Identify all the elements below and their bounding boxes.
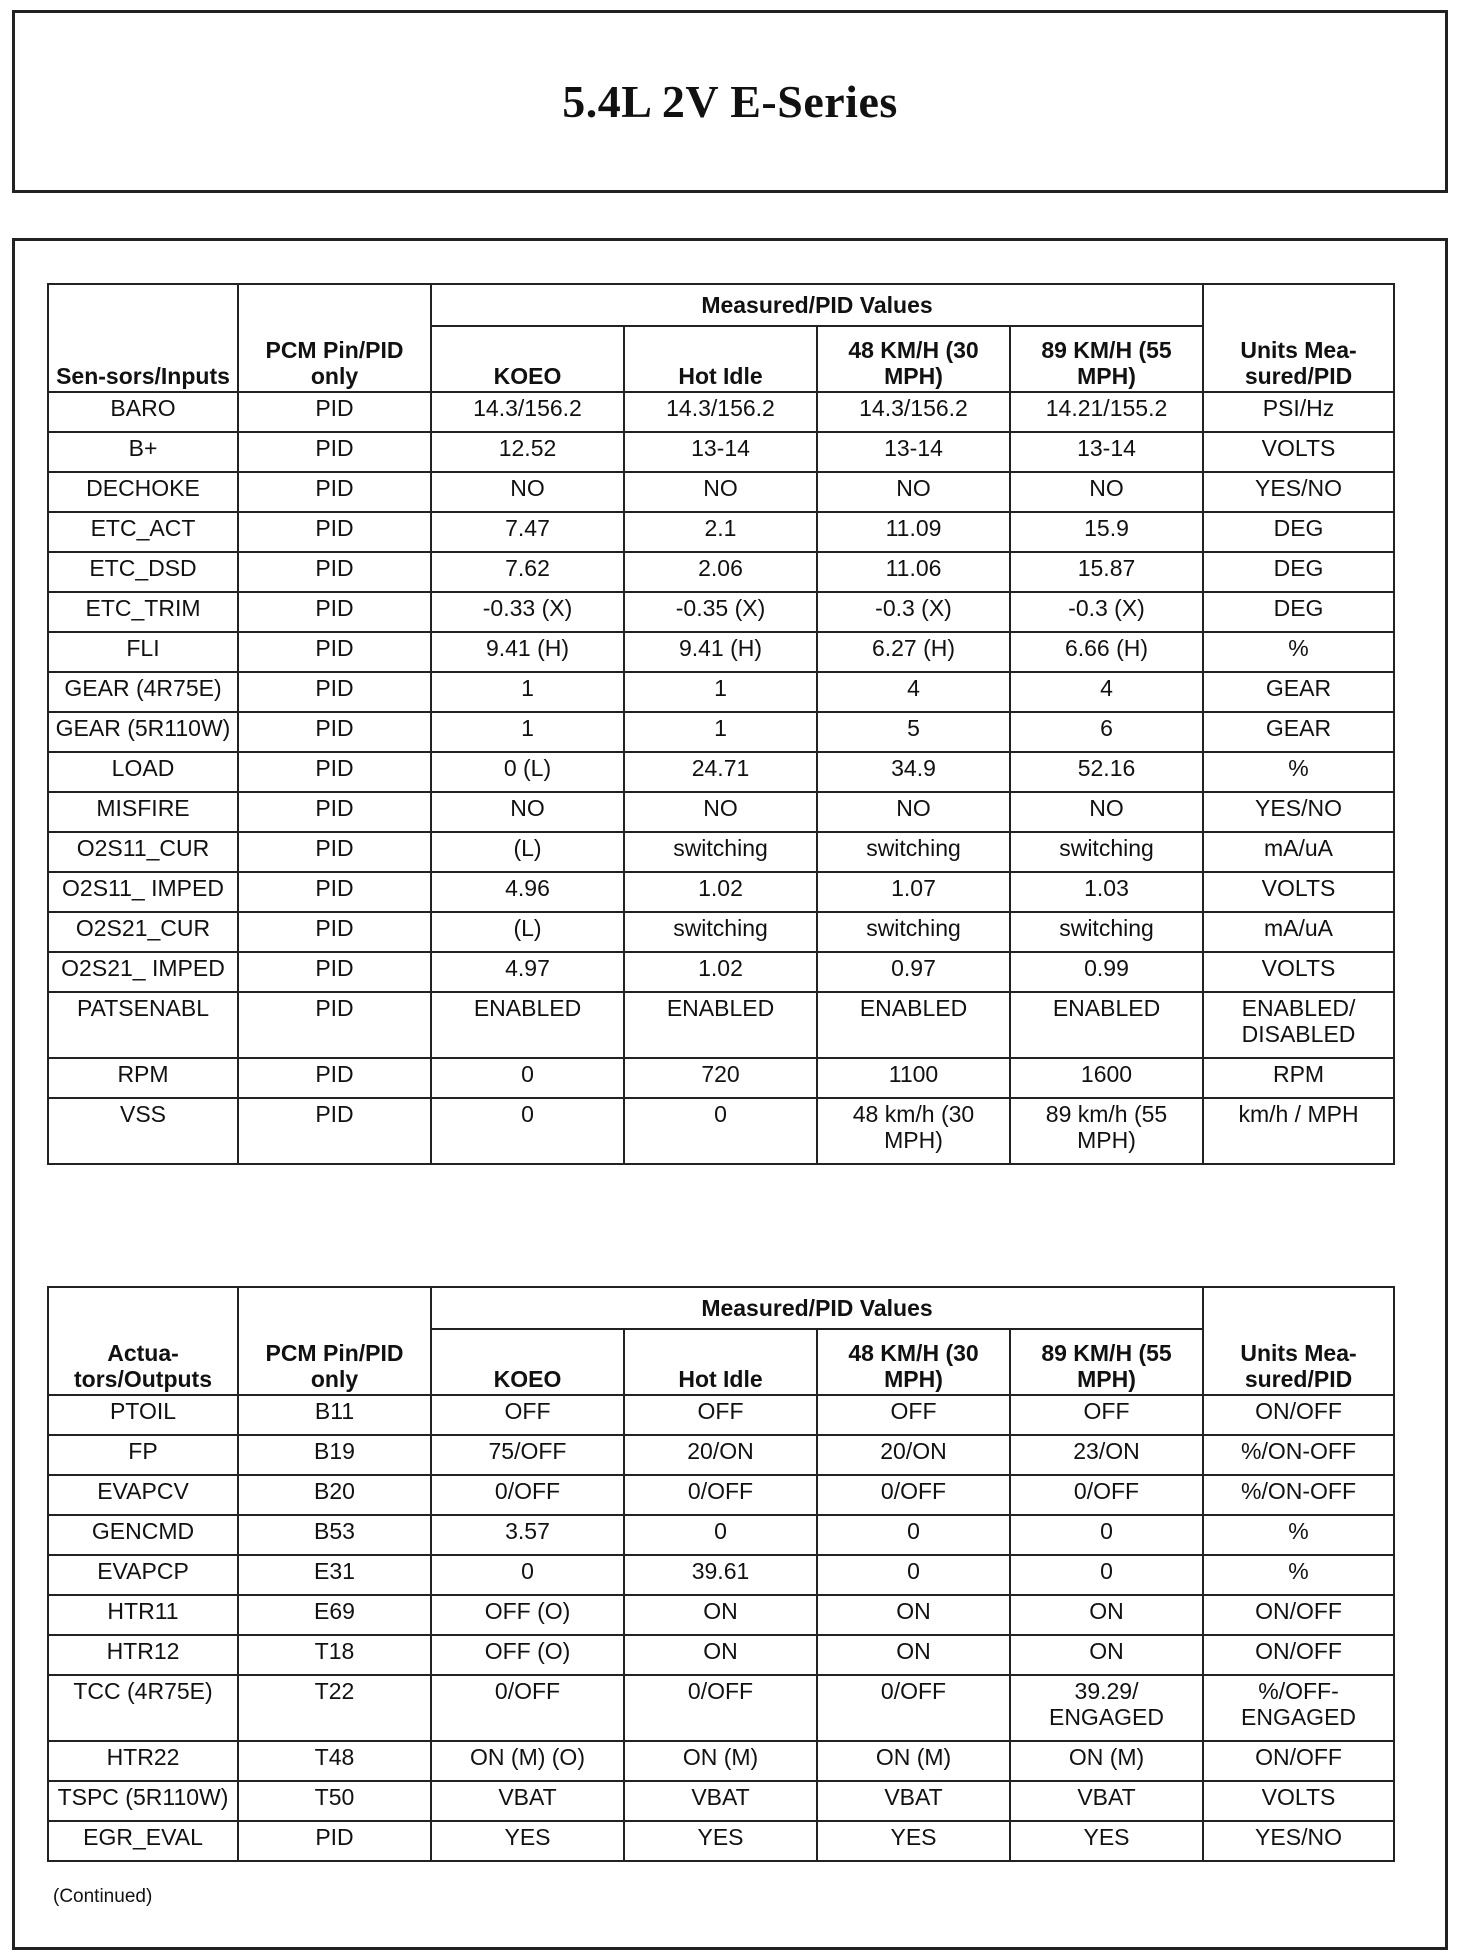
pcm-pin-cell: PID: [238, 1058, 431, 1098]
units-cell: DEG: [1203, 592, 1394, 632]
89kmh-cell: 0/OFF: [1010, 1475, 1203, 1515]
pcm-pin-cell: PID: [238, 432, 431, 472]
units-cell: ON/OFF: [1203, 1635, 1394, 1675]
koeo-cell: 0 (L): [431, 752, 624, 792]
hot-idle-cell: NO: [624, 472, 817, 512]
pcm-pin-cell: PID: [238, 752, 431, 792]
signal-name-cell: EGR_EVAL: [48, 1821, 238, 1861]
pcm-pin-cell: T48: [238, 1741, 431, 1781]
signal-name-cell: EVAPCV: [48, 1475, 238, 1515]
pcm-pin-cell: PID: [238, 392, 431, 432]
table-row: [48, 552, 1394, 592]
pcm-pin-cell: PID: [238, 992, 431, 1058]
89kmh-cell: VBAT: [1010, 1781, 1203, 1821]
signal-name-cell: BARO: [48, 392, 238, 432]
hot-idle-cell: 1: [624, 672, 817, 712]
hot-idle-cell: 0/OFF: [624, 1475, 817, 1515]
hot-idle-cell: ON: [624, 1635, 817, 1675]
89kmh-cell: 15.87: [1010, 552, 1203, 592]
48kmh-cell: -0.3 (X): [817, 592, 1010, 632]
koeo-cell: 75/OFF: [431, 1435, 624, 1475]
koeo-cell: 1: [431, 712, 624, 752]
48kmh-cell: NO: [817, 792, 1010, 832]
units-cell: %: [1203, 1515, 1394, 1555]
units-cell: %/ON-OFF: [1203, 1475, 1394, 1515]
pcm-pin-cell: B19: [238, 1435, 431, 1475]
units-cell: VOLTS: [1203, 432, 1394, 472]
89kmh-cell: YES: [1010, 1821, 1203, 1861]
hot-idle-cell: 24.71: [624, 752, 817, 792]
pcm-pin-cell: PID: [238, 1098, 431, 1164]
units-cell: YES/NO: [1203, 1821, 1394, 1861]
89kmh-cell: 1600: [1010, 1058, 1203, 1098]
koeo-cell: ENABLED: [431, 992, 624, 1058]
table-row: [48, 912, 1394, 952]
signal-name-cell: ETC_DSD: [48, 552, 238, 592]
table-row: [48, 1555, 1394, 1595]
header-hot-idle: Hot Idle: [624, 1329, 817, 1395]
89kmh-cell: ON: [1010, 1595, 1203, 1635]
hot-idle-cell: -0.35 (X): [624, 592, 817, 632]
units-cell: VOLTS: [1203, 952, 1394, 992]
koeo-cell: 9.41 (H): [431, 632, 624, 672]
units-cell: YES/NO: [1203, 792, 1394, 832]
89kmh-cell: 89 km/h (55 MPH): [1010, 1098, 1203, 1164]
hot-idle-cell: 1.02: [624, 952, 817, 992]
48kmh-cell: 0: [817, 1515, 1010, 1555]
signal-name-cell: ETC_TRIM: [48, 592, 238, 632]
signal-name-cell: O2S21_CUR: [48, 912, 238, 952]
units-cell: ON/OFF: [1203, 1395, 1394, 1435]
units-cell: GEAR: [1203, 672, 1394, 712]
units-cell: RPM: [1203, 1058, 1394, 1098]
signal-name-cell: MISFIRE: [48, 792, 238, 832]
table-row: [48, 632, 1394, 672]
pcm-pin-cell: E31: [238, 1555, 431, 1595]
pcm-pin-cell: PID: [238, 712, 431, 752]
koeo-cell: 0/OFF: [431, 1475, 624, 1515]
table-row: [48, 1098, 1394, 1164]
48kmh-cell: ON (M): [817, 1741, 1010, 1781]
hot-idle-cell: 39.61: [624, 1555, 817, 1595]
hot-idle-cell: NO: [624, 792, 817, 832]
hot-idle-cell: ON: [624, 1595, 817, 1635]
units-cell: GEAR: [1203, 712, 1394, 752]
hot-idle-cell: 2.06: [624, 552, 817, 592]
89kmh-cell: ON (M): [1010, 1741, 1203, 1781]
hot-idle-cell: YES: [624, 1821, 817, 1861]
pcm-pin-cell: PID: [238, 472, 431, 512]
89kmh-cell: 23/ON: [1010, 1435, 1203, 1475]
hot-idle-cell: 0: [624, 1515, 817, 1555]
48kmh-cell: ON: [817, 1595, 1010, 1635]
page-title: 5.4L 2V E-Series: [562, 76, 898, 127]
48kmh-cell: 11.06: [817, 552, 1010, 592]
table-row: [48, 1741, 1394, 1781]
pcm-pin-cell: PID: [238, 512, 431, 552]
pcm-pin-cell: PID: [238, 792, 431, 832]
header-measured-values: Measured/PID Values: [431, 284, 1203, 326]
89kmh-cell: ENABLED: [1010, 992, 1203, 1058]
header-89kmh: 89 KM/H (55 MPH): [1010, 1329, 1203, 1395]
koeo-cell: 0: [431, 1058, 624, 1098]
header-pcm-pin: PCM Pin/PID only: [238, 1287, 431, 1395]
89kmh-cell: 4: [1010, 672, 1203, 712]
header-units: Units Mea-sured/PID: [1203, 1287, 1394, 1395]
48kmh-cell: 0/OFF: [817, 1675, 1010, 1741]
pcm-pin-cell: PID: [238, 592, 431, 632]
table-row: [48, 872, 1394, 912]
48kmh-cell: 1.07: [817, 872, 1010, 912]
89kmh-cell: 0: [1010, 1555, 1203, 1595]
table-row: [48, 1781, 1394, 1821]
hot-idle-cell: 14.3/156.2: [624, 392, 817, 432]
koeo-cell: OFF (O): [431, 1595, 624, 1635]
pcm-pin-cell: T50: [238, 1781, 431, 1821]
signal-name-cell: TSPC (5R110W): [48, 1781, 238, 1821]
header-measured-values: Measured/PID Values: [431, 1287, 1203, 1329]
units-cell: DEG: [1203, 512, 1394, 552]
units-cell: ON/OFF: [1203, 1741, 1394, 1781]
signal-name-cell: HTR12: [48, 1635, 238, 1675]
hot-idle-cell: switching: [624, 912, 817, 952]
koeo-cell: VBAT: [431, 1781, 624, 1821]
koeo-cell: ON (M) (O): [431, 1741, 624, 1781]
units-cell: VOLTS: [1203, 872, 1394, 912]
48kmh-cell: NO: [817, 472, 1010, 512]
signal-name-cell: PATSENABL: [48, 992, 238, 1058]
koeo-cell: NO: [431, 472, 624, 512]
koeo-cell: 4.97: [431, 952, 624, 992]
continued-note: (Continued): [53, 1886, 153, 1907]
48kmh-cell: 5: [817, 712, 1010, 752]
pcm-pin-cell: PID: [238, 1821, 431, 1861]
signal-name-cell: HTR22: [48, 1741, 238, 1781]
units-cell: VOLTS: [1203, 1781, 1394, 1821]
signal-name-cell: ETC_ACT: [48, 512, 238, 552]
pcm-pin-cell: B20: [238, 1475, 431, 1515]
units-cell: %: [1203, 752, 1394, 792]
sensors-inputs-table: [47, 283, 1395, 1165]
signal-name-cell: O2S21_ IMPED: [48, 952, 238, 992]
hot-idle-cell: 720: [624, 1058, 817, 1098]
hot-idle-cell: 13-14: [624, 432, 817, 472]
koeo-cell: YES: [431, 1821, 624, 1861]
signal-name-cell: RPM: [48, 1058, 238, 1098]
table-row: [48, 1515, 1394, 1555]
48kmh-cell: 20/ON: [817, 1435, 1010, 1475]
48kmh-cell: YES: [817, 1821, 1010, 1861]
48kmh-cell: ENABLED: [817, 992, 1010, 1058]
signal-name-cell: TCC (4R75E): [48, 1675, 238, 1741]
units-cell: DEG: [1203, 552, 1394, 592]
units-cell: %/ON-OFF: [1203, 1435, 1394, 1475]
koeo-cell: NO: [431, 792, 624, 832]
hot-idle-cell: ON (M): [624, 1741, 817, 1781]
89kmh-cell: switching: [1010, 912, 1203, 952]
units-cell: mA/uA: [1203, 832, 1394, 872]
header-pcm-pin: PCM Pin/PID only: [238, 284, 431, 392]
hot-idle-cell: switching: [624, 832, 817, 872]
koeo-cell: 0: [431, 1098, 624, 1164]
signal-name-cell: GEAR (4R75E): [48, 672, 238, 712]
table-row: [48, 1475, 1394, 1515]
signal-name-cell: GENCMD: [48, 1515, 238, 1555]
48kmh-cell: 13-14: [817, 432, 1010, 472]
89kmh-cell: 0: [1010, 1515, 1203, 1555]
signal-name-cell: EVAPCP: [48, 1555, 238, 1595]
89kmh-cell: NO: [1010, 792, 1203, 832]
hot-idle-cell: ENABLED: [624, 992, 817, 1058]
signal-name-cell: O2S11_CUR: [48, 832, 238, 872]
koeo-cell: 14.3/156.2: [431, 392, 624, 432]
89kmh-cell: 13-14: [1010, 432, 1203, 472]
koeo-cell: 3.57: [431, 1515, 624, 1555]
signal-name-cell: DECHOKE: [48, 472, 238, 512]
89kmh-cell: switching: [1010, 832, 1203, 872]
89kmh-cell: ON: [1010, 1635, 1203, 1675]
signal-name-cell: O2S11_ IMPED: [48, 872, 238, 912]
header-koeo: KOEO: [431, 326, 624, 392]
pcm-pin-cell: PID: [238, 552, 431, 592]
48kmh-cell: 0.97: [817, 952, 1010, 992]
table-row: [48, 672, 1394, 712]
48kmh-cell: ON: [817, 1635, 1010, 1675]
89kmh-cell: 6.66 (H): [1010, 632, 1203, 672]
header-48kmh: 48 KM/H (30 MPH): [817, 326, 1010, 392]
koeo-cell: (L): [431, 832, 624, 872]
48kmh-cell: 0/OFF: [817, 1475, 1010, 1515]
koeo-cell: 12.52: [431, 432, 624, 472]
header-hot-idle: Hot Idle: [624, 326, 817, 392]
koeo-cell: 0: [431, 1555, 624, 1595]
units-cell: ENABLED/ DISABLED: [1203, 992, 1394, 1058]
table-row: [48, 1635, 1394, 1675]
48kmh-cell: 11.09: [817, 512, 1010, 552]
koeo-cell: OFF (O): [431, 1635, 624, 1675]
table-row: [48, 1675, 1394, 1741]
koeo-cell: (L): [431, 912, 624, 952]
koeo-cell: 1: [431, 672, 624, 712]
48kmh-cell: 1100: [817, 1058, 1010, 1098]
pcm-pin-cell: PID: [238, 672, 431, 712]
table-row: [48, 1435, 1394, 1475]
table-row: [48, 1595, 1394, 1635]
signal-name-cell: PTOIL: [48, 1395, 238, 1435]
header-actuators-outputs: Actua-tors/Outputs: [48, 1287, 238, 1395]
48kmh-cell: switching: [817, 832, 1010, 872]
89kmh-cell: NO: [1010, 472, 1203, 512]
units-cell: mA/uA: [1203, 912, 1394, 952]
header-48kmh: 48 KM/H (30 MPH): [817, 1329, 1010, 1395]
koeo-cell: 7.47: [431, 512, 624, 552]
koeo-cell: 7.62: [431, 552, 624, 592]
pcm-pin-cell: E69: [238, 1595, 431, 1635]
pcm-pin-cell: PID: [238, 832, 431, 872]
hot-idle-cell: 2.1: [624, 512, 817, 552]
48kmh-cell: 34.9: [817, 752, 1010, 792]
89kmh-cell: 1.03: [1010, 872, 1203, 912]
89kmh-cell: 14.21/155.2: [1010, 392, 1203, 432]
koeo-cell: 4.96: [431, 872, 624, 912]
signal-name-cell: FLI: [48, 632, 238, 672]
pcm-pin-cell: PID: [238, 872, 431, 912]
koeo-cell: OFF: [431, 1395, 624, 1435]
table-row: [48, 952, 1394, 992]
hot-idle-cell: 1: [624, 712, 817, 752]
89kmh-cell: 6: [1010, 712, 1203, 752]
table-row: [48, 472, 1394, 512]
hot-idle-cell: 9.41 (H): [624, 632, 817, 672]
48kmh-cell: OFF: [817, 1395, 1010, 1435]
signal-name-cell: GEAR (5R110W): [48, 712, 238, 752]
table-row: [48, 512, 1394, 552]
89kmh-cell: OFF: [1010, 1395, 1203, 1435]
hot-idle-cell: 20/ON: [624, 1435, 817, 1475]
header-koeo: KOEO: [431, 1329, 624, 1395]
table-row: [48, 392, 1394, 432]
89kmh-cell: 39.29/ ENGAGED: [1010, 1675, 1203, 1741]
pcm-pin-cell: T18: [238, 1635, 431, 1675]
units-cell: %: [1203, 1555, 1394, 1595]
pcm-pin-cell: PID: [238, 632, 431, 672]
actuators-outputs-table: [47, 1286, 1395, 1862]
signal-name-cell: LOAD: [48, 752, 238, 792]
table-row: [48, 1821, 1394, 1861]
pcm-pin-cell: PID: [238, 912, 431, 952]
header-units: Units Mea-sured/PID: [1203, 284, 1394, 392]
hot-idle-cell: VBAT: [624, 1781, 817, 1821]
pcm-pin-cell: B11: [238, 1395, 431, 1435]
signal-name-cell: FP: [48, 1435, 238, 1475]
table-row: [48, 1058, 1394, 1098]
hot-idle-cell: 1.02: [624, 872, 817, 912]
signal-name-cell: VSS: [48, 1098, 238, 1164]
89kmh-cell: 52.16: [1010, 752, 1203, 792]
table-row: [48, 992, 1394, 1058]
48kmh-cell: 6.27 (H): [817, 632, 1010, 672]
units-cell: PSI/Hz: [1203, 392, 1394, 432]
header-sensors-inputs: Sen-sors/Inputs: [48, 284, 238, 392]
title-box: [12, 10, 1448, 193]
89kmh-cell: -0.3 (X): [1010, 592, 1203, 632]
koeo-cell: -0.33 (X): [431, 592, 624, 632]
table-row: [48, 432, 1394, 472]
units-cell: %: [1203, 632, 1394, 672]
hot-idle-cell: 0/OFF: [624, 1675, 817, 1741]
hot-idle-cell: 0: [624, 1098, 817, 1164]
units-cell: %/OFF-ENGAGED: [1203, 1675, 1394, 1741]
48kmh-cell: 4: [817, 672, 1010, 712]
table-row: [48, 1395, 1394, 1435]
89kmh-cell: 15.9: [1010, 512, 1203, 552]
table-row: [48, 712, 1394, 752]
header-89kmh: 89 KM/H (55 MPH): [1010, 326, 1203, 392]
units-cell: ON/OFF: [1203, 1595, 1394, 1635]
hot-idle-cell: OFF: [624, 1395, 817, 1435]
units-cell: km/h / MPH: [1203, 1098, 1394, 1164]
signal-name-cell: B+: [48, 432, 238, 472]
table-row: [48, 832, 1394, 872]
48kmh-cell: 0: [817, 1555, 1010, 1595]
48kmh-cell: VBAT: [817, 1781, 1010, 1821]
pcm-pin-cell: PID: [238, 952, 431, 992]
pcm-pin-cell: T22: [238, 1675, 431, 1741]
signal-name-cell: HTR11: [48, 1595, 238, 1635]
koeo-cell: 0/OFF: [431, 1675, 624, 1741]
table-row: [48, 752, 1394, 792]
table-row: [48, 792, 1394, 832]
pcm-pin-cell: B53: [238, 1515, 431, 1555]
table-row: [48, 592, 1394, 632]
48kmh-cell: 48 km/h (30 MPH): [817, 1098, 1010, 1164]
89kmh-cell: 0.99: [1010, 952, 1203, 992]
48kmh-cell: 14.3/156.2: [817, 392, 1010, 432]
units-cell: YES/NO: [1203, 472, 1394, 512]
48kmh-cell: switching: [817, 912, 1010, 952]
